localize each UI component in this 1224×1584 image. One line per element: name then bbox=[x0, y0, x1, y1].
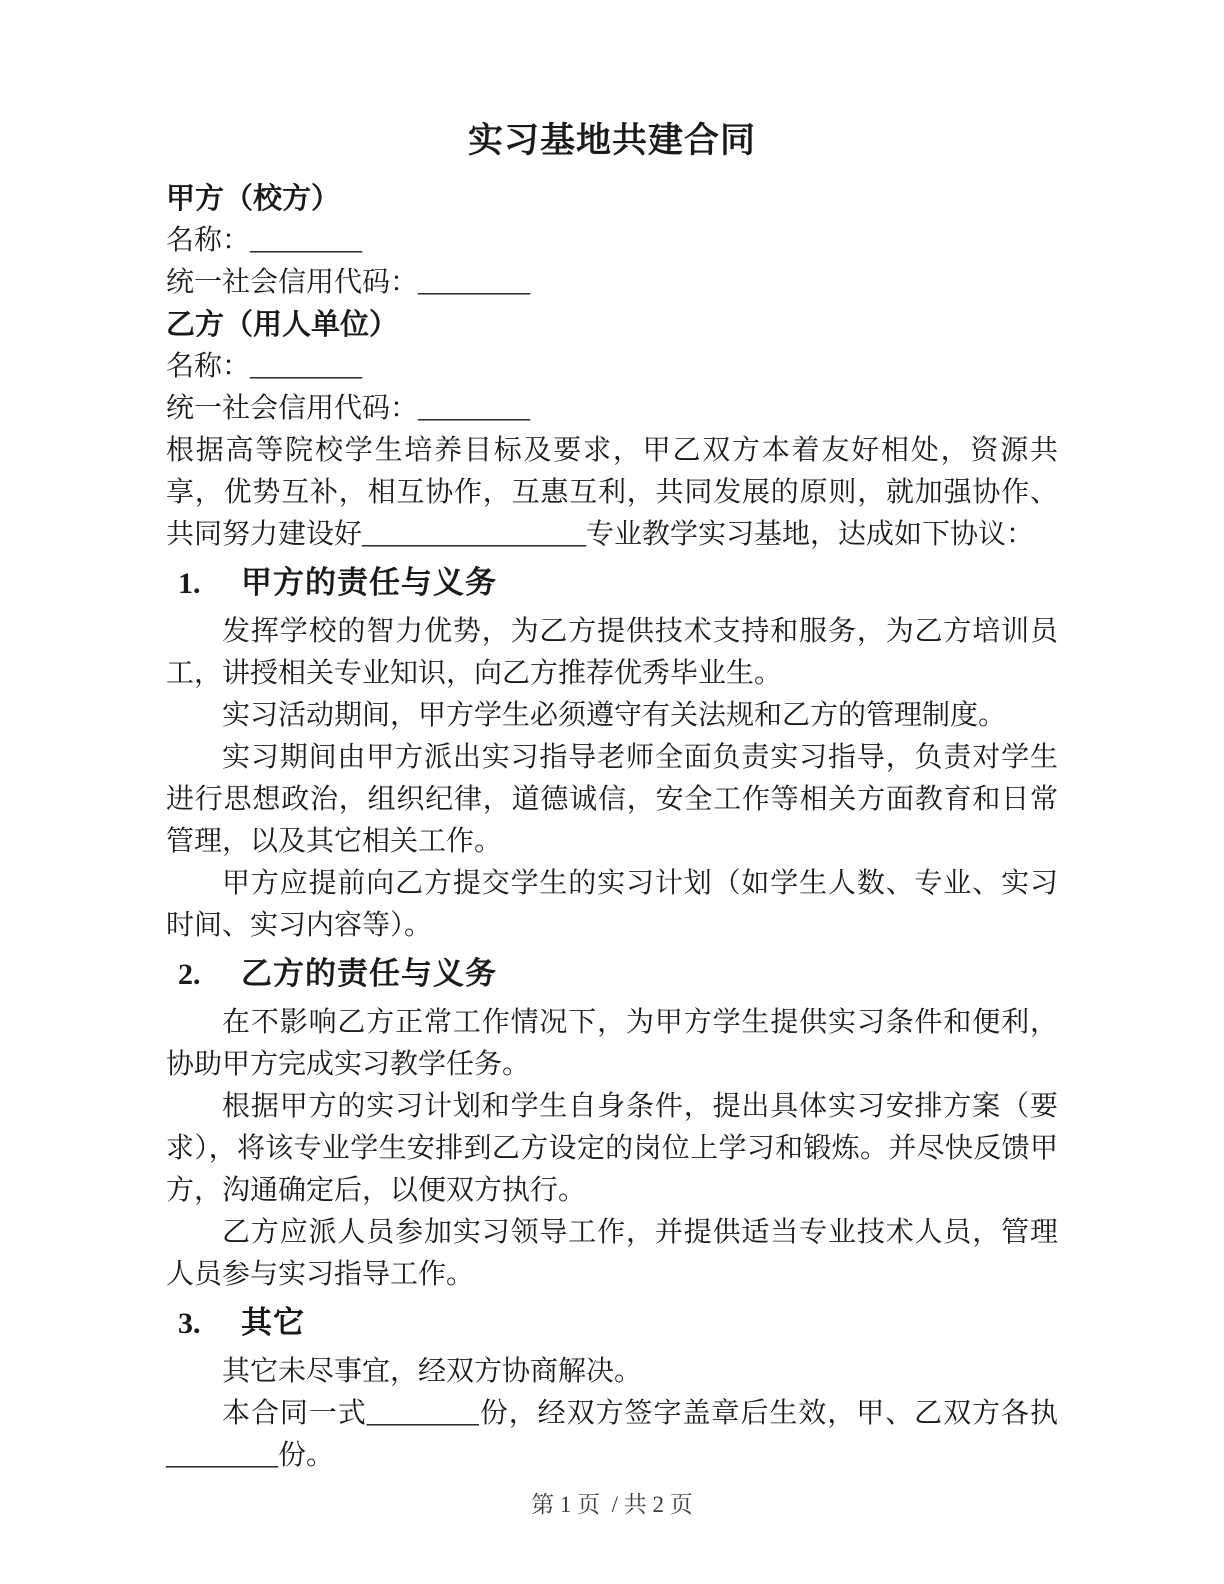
section-3-title: 其它 bbox=[241, 1305, 305, 1340]
section-3-paragraph-1: 其它未尽事宜，经双方协商解决。 bbox=[222, 1356, 643, 1387]
section-1-heading bbox=[166, 558, 1058, 609]
party-b-name-field: 名称：________ bbox=[166, 351, 363, 382]
section-3-paragraph-2: 本合同一式________份，经双方签字盖章后生效，甲、乙双方各执________份。 bbox=[166, 1398, 1058, 1471]
section-3-number: 3. bbox=[178, 1307, 201, 1340]
party-a-heading: 甲方（校方） bbox=[166, 183, 341, 215]
party-b-credit-code-field: 统一社会信用代码：________ bbox=[166, 393, 531, 424]
party-a-name-field: 名称：________ bbox=[166, 225, 363, 256]
party-b-heading: 乙方（用人单位） bbox=[166, 309, 399, 341]
section-2-heading bbox=[166, 949, 1058, 1000]
section-2-number: 2. bbox=[178, 958, 201, 991]
section-2-paragraph-2: 根据甲方的实习计划和学生自身条件，提出具体实习安排方案（要求），将该专业学生安排到乙方设定的岗位上学习和锻炼。并尽快反馈甲方，沟通确定后，以便双方执行。 bbox=[166, 1091, 1058, 1206]
section-1-paragraph-1: 发挥学校的智力优势，为乙方提供技术支持和服务，为乙方培训员工，讲授相关专业知识，向乙方推荐优秀毕业生。 bbox=[166, 616, 1058, 689]
party-a-credit-code-field: 统一社会信用代码：________ bbox=[166, 267, 531, 298]
section-1-number: 1. bbox=[178, 567, 201, 600]
section-1-paragraph-4: 甲方应提前向乙方提交学生的实习计划（如学生人数、专业、实习时间、实习内容等）。 bbox=[166, 868, 1058, 941]
section-1-paragraph-3: 实习期间由甲方派出实习指导老师全面负责实习指导，负责对学生进行思想政治，组织纪律，道德诚信，安全工作等相关方面教育和日常管理，以及其它相关工作。 bbox=[166, 742, 1058, 857]
section-2-paragraph-1: 在不影响乙方正常工作情况下，为甲方学生提供实习条件和便利，协助甲方完成实习教学任务。 bbox=[166, 1007, 1058, 1080]
intro-paragraph: 根据高等院校学生培养目标及要求，甲乙双方本着友好相处，资源共享，优势互补，相互协作，互惠互利，共同发展的原则，就加强协作、共同努力建设好____________​____专业教学实习基地，达成如下协议： bbox=[166, 435, 1058, 550]
section-2-paragraph-3: 乙方应派人员参加实习领导工作，并提供适当专业技术人员，管理人员参与实习指导工作。 bbox=[166, 1217, 1058, 1290]
document-title: 实习基地共建合同 bbox=[467, 121, 756, 160]
section-3-heading bbox=[166, 1298, 1058, 1349]
page-number-indicator: 第 1 页 / 共 2 页 bbox=[531, 1492, 693, 1517]
section-2-title: 乙方的责任与义务 bbox=[241, 956, 497, 991]
section-1-paragraph-2: 实习活动期间，甲方学生必须遵守有关法规和乙方的管理制度。 bbox=[222, 700, 1007, 731]
section-1-title: 甲方的责任与义务 bbox=[241, 565, 497, 600]
